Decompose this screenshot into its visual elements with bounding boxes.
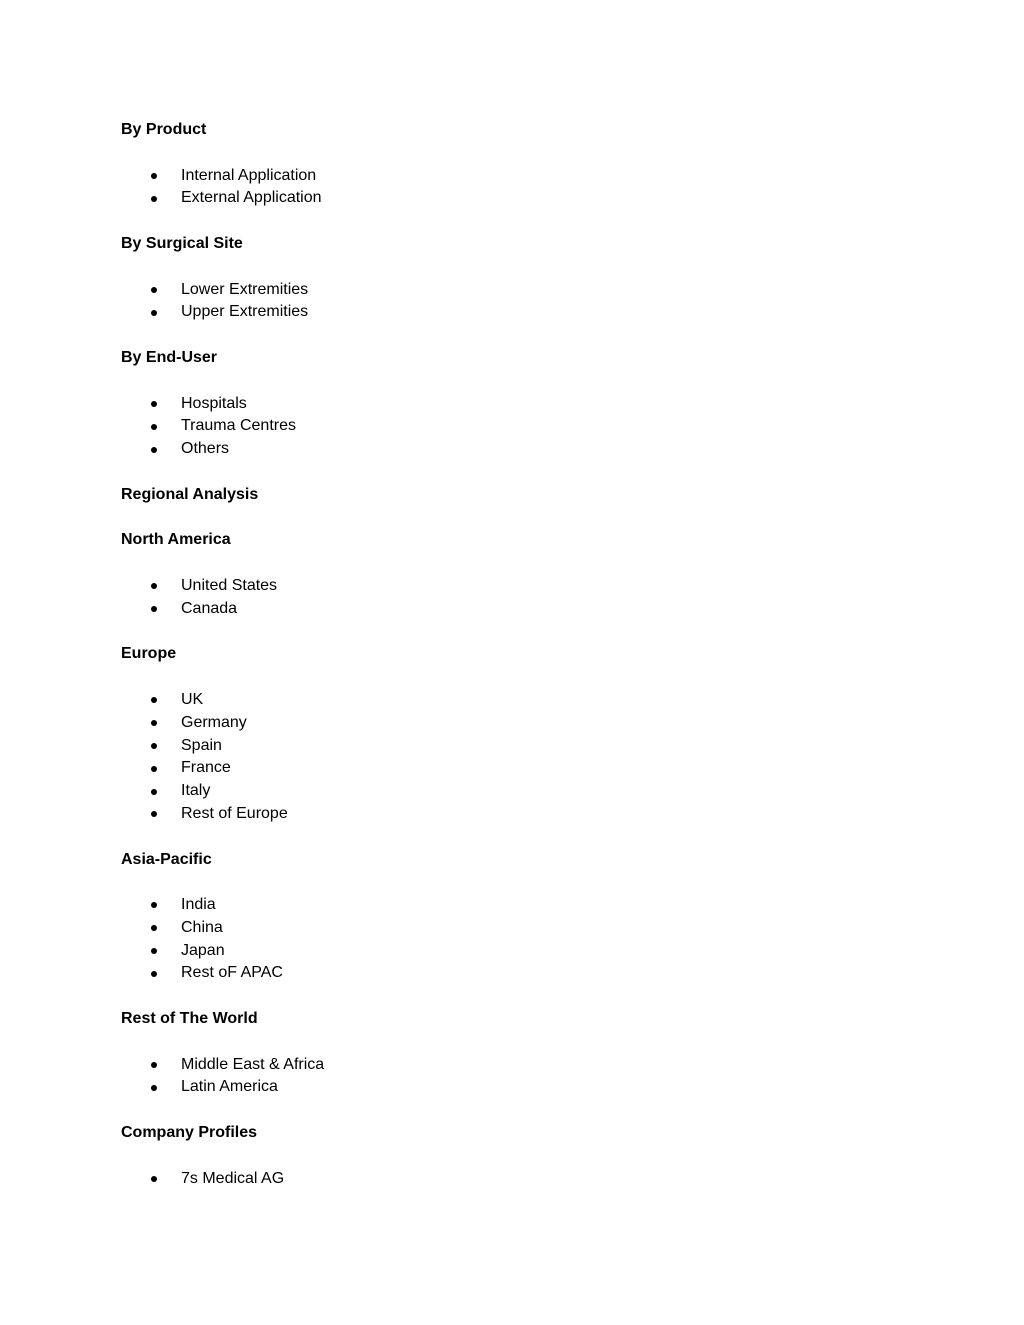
section-by-end-user xyxy=(121,347,901,461)
list-item-text: Latin America xyxy=(181,1078,278,1096)
section-heading: Regional Analysis xyxy=(121,485,259,503)
list-item-text: Rest oF APAC xyxy=(181,964,283,982)
section-heading: North America xyxy=(121,531,231,549)
bullet-icon xyxy=(151,1176,157,1182)
bullet-icon xyxy=(151,447,157,453)
list-item-text: Germany xyxy=(181,713,247,731)
list-item-text: Japan xyxy=(181,941,225,959)
bullet-list xyxy=(121,279,901,325)
bullet-list xyxy=(121,1168,901,1191)
section-heading: By End-User xyxy=(121,348,218,366)
list-item xyxy=(121,165,901,188)
bullet-list xyxy=(121,393,901,461)
list-item-text: Canada xyxy=(181,599,238,617)
list-item-text: Others xyxy=(181,440,230,458)
bullet-icon xyxy=(151,424,157,430)
list-item xyxy=(121,917,901,940)
list-item xyxy=(121,598,901,621)
list-item-text: India xyxy=(181,896,216,914)
bullet-icon xyxy=(151,196,157,202)
list-item xyxy=(121,279,901,302)
list-item xyxy=(121,438,901,461)
bullet-list xyxy=(121,165,901,211)
list-item xyxy=(121,393,901,416)
section-europe xyxy=(121,643,901,825)
list-item xyxy=(121,1076,901,1099)
section-by-surgical-site xyxy=(121,233,901,324)
section-heading: Company Profiles xyxy=(121,1124,258,1142)
section-asia-pacific xyxy=(121,849,901,986)
section-regional-analysis xyxy=(121,484,901,507)
bullet-icon xyxy=(151,1085,157,1091)
bullet-icon xyxy=(151,948,157,954)
list-item-text: China xyxy=(181,918,223,936)
bullet-icon xyxy=(151,287,157,293)
bullet-list xyxy=(121,575,901,621)
bullet-icon xyxy=(151,720,157,726)
section-rest-of-the-world xyxy=(121,1008,901,1099)
bullet-icon xyxy=(151,173,157,179)
list-item-text: Lower Extremities xyxy=(181,280,309,298)
list-item-text: United States xyxy=(181,576,278,594)
bullet-list xyxy=(121,689,901,826)
list-item xyxy=(121,712,901,735)
list-item-text: Spain xyxy=(181,736,222,754)
list-item xyxy=(121,301,901,324)
bullet-icon xyxy=(151,811,157,817)
list-item xyxy=(121,757,901,780)
bullet-list xyxy=(121,1054,901,1100)
section-heading: By Surgical Site xyxy=(121,234,243,252)
list-item-text: External Application xyxy=(181,189,322,207)
list-item-text: France xyxy=(181,759,231,777)
list-item xyxy=(121,575,901,598)
bullet-icon xyxy=(151,1062,157,1068)
list-item-text: Italy xyxy=(181,782,211,800)
list-item xyxy=(121,415,901,438)
list-item xyxy=(121,940,901,963)
list-item-text: UK xyxy=(181,690,204,708)
list-item-text: 7s Medical AG xyxy=(181,1169,285,1187)
list-item-text: Middle East & Africa xyxy=(181,1055,325,1073)
bullet-icon xyxy=(151,606,157,612)
section-heading: Europe xyxy=(121,645,177,663)
bullet-icon xyxy=(151,697,157,703)
list-item xyxy=(121,894,901,917)
bullet-icon xyxy=(151,310,157,316)
bullet-icon xyxy=(151,902,157,908)
bullet-icon xyxy=(151,766,157,772)
section-by-product xyxy=(121,119,901,210)
list-item xyxy=(121,962,901,985)
bullet-icon xyxy=(151,971,157,977)
list-item-text: Internal Application xyxy=(181,166,317,184)
list-item xyxy=(121,1168,901,1191)
list-item xyxy=(121,187,901,210)
list-item-text: Trauma Centres xyxy=(181,417,296,435)
list-item-text: Upper Extremities xyxy=(181,303,309,321)
list-item xyxy=(121,689,901,712)
list-item xyxy=(121,803,901,826)
section-heading: By Product xyxy=(121,121,207,138)
section-north-america xyxy=(121,529,901,620)
list-item-text: Rest of Europe xyxy=(181,804,288,822)
bullet-icon xyxy=(151,743,157,749)
list-item xyxy=(121,735,901,758)
list-item-text: Hospitals xyxy=(181,394,247,412)
list-item xyxy=(121,1054,901,1077)
bullet-icon xyxy=(151,583,157,589)
section-heading: Asia-Pacific xyxy=(121,850,212,868)
bullet-icon xyxy=(151,925,157,931)
document-page xyxy=(121,119,901,1213)
list-item xyxy=(121,780,901,803)
bullet-icon xyxy=(151,789,157,795)
section-heading: Rest of The World xyxy=(121,1010,258,1028)
bullet-list xyxy=(121,894,901,985)
bullet-icon xyxy=(151,401,157,407)
section-company-profiles xyxy=(121,1122,901,1190)
